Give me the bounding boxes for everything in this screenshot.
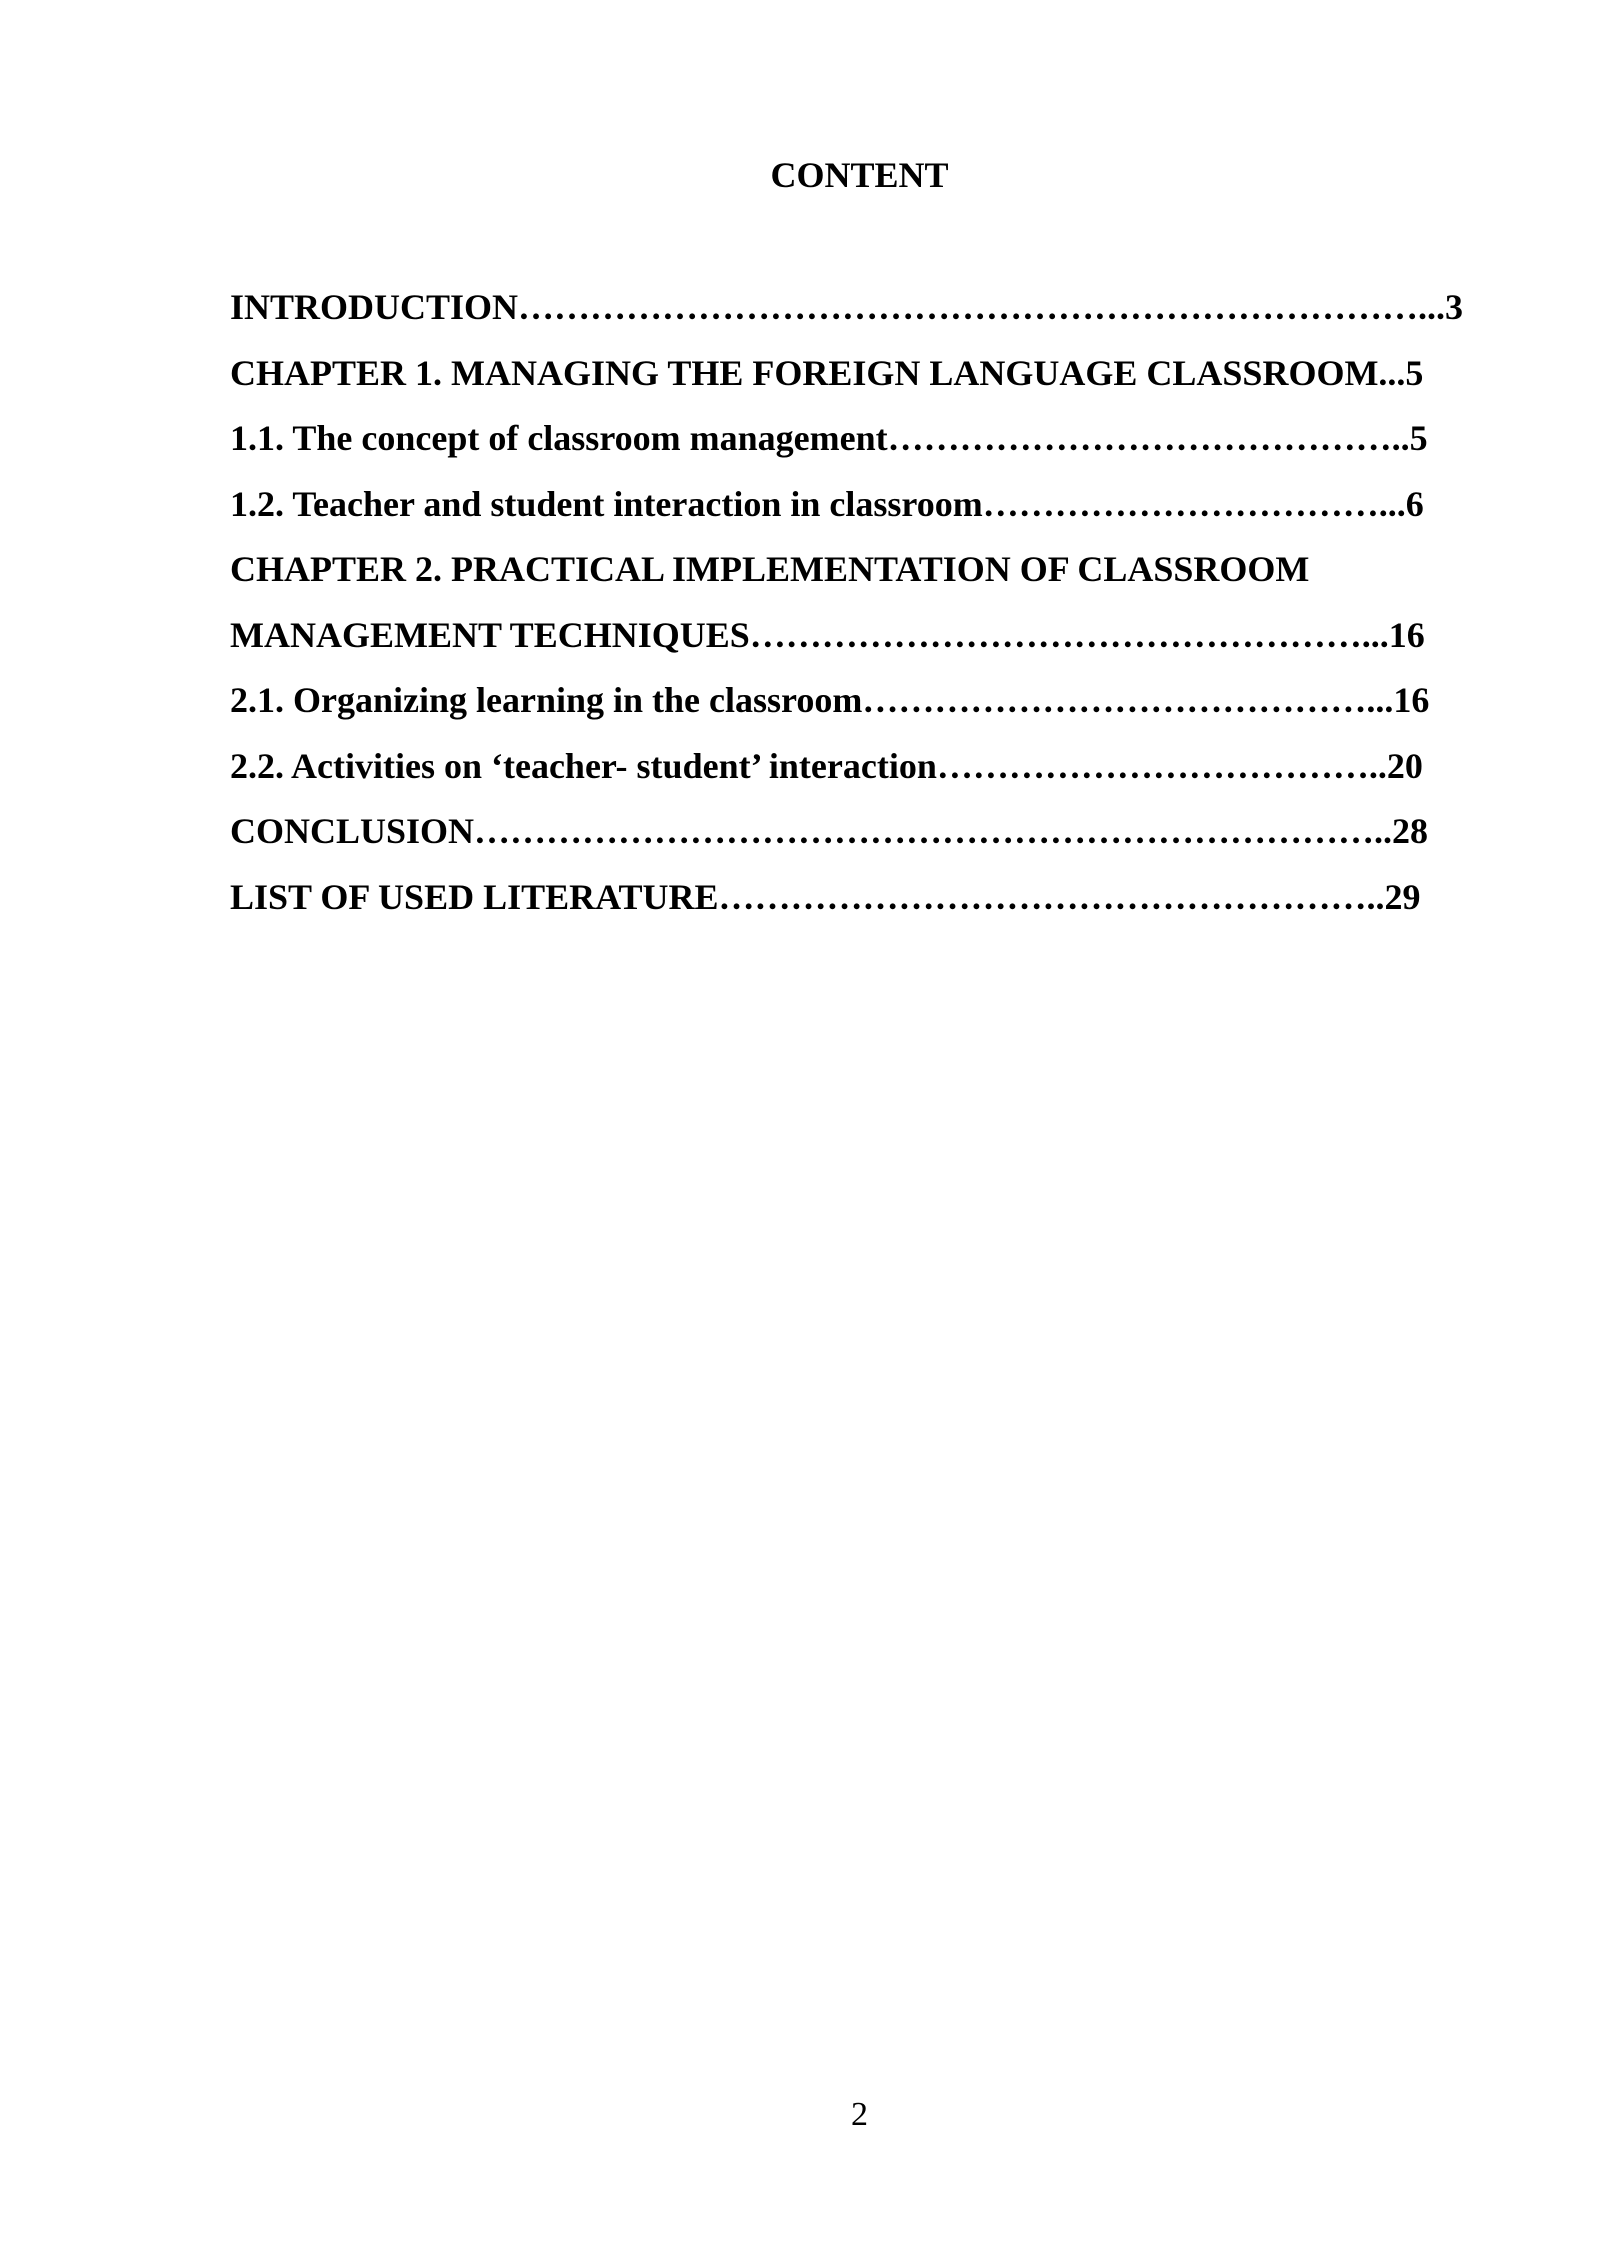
- toc-entry-section-2-2: 2.2. Activities on ‘teacher- student’ interaction………………………………..20: [230, 745, 1423, 786]
- toc-entry-section-2-1: 2.1. Organizing learning in the classroom……………………………………...16: [230, 680, 1430, 720]
- table-of-contents: [230, 282, 1490, 937]
- page-number: 2: [851, 2096, 868, 2133]
- toc-entry-conclusion: CONCLUSION…………………………………………………………………..28: [230, 811, 1429, 851]
- page-title: CONTENT: [770, 155, 949, 195]
- toc-entry-chapter-2-line-1: CHAPTER 2. PRACTICAL IMPLEMENTATION OF CLASSROOM: [230, 549, 1310, 589]
- toc-entry-literature: LIST OF USED LITERATURE………………………………………………..29: [230, 876, 1421, 917]
- toc-entry-section-1-1: 1.1. The concept of classroom management……………………………………..5: [230, 418, 1428, 458]
- toc-entry-section-1-2: 1.2. Teacher and student interaction in classroom……………………………...6: [230, 483, 1424, 524]
- toc-entry-chapter-2-line-2: MANAGEMENT TECHNIQUES……………………………………………...16: [230, 614, 1425, 655]
- toc-entry-introduction: INTRODUCTION…………………………………………………………………...3: [230, 287, 1464, 327]
- toc-entry-chapter-1: CHAPTER 1. MANAGING THE FOREIGN LANGUAGE CLASSROOM...5: [230, 352, 1424, 393]
